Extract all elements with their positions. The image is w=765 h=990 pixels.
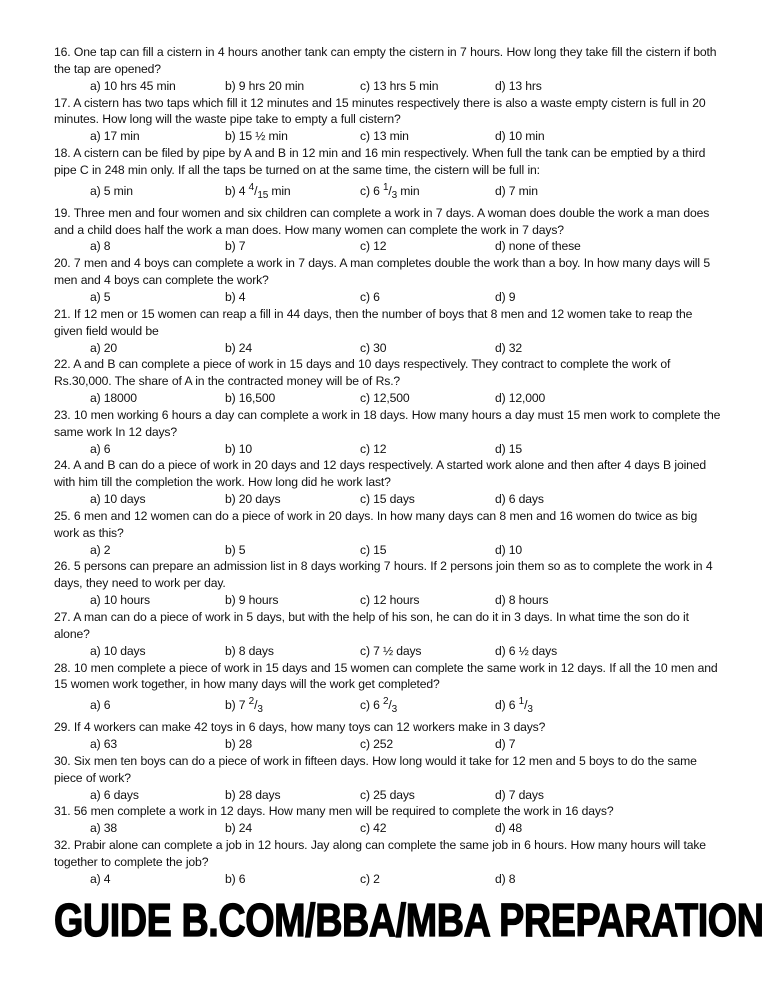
fraction-numerator: 1 [382, 181, 389, 193]
option-d: d) 10 min [495, 129, 545, 144]
option-a: a) 4 [90, 871, 111, 886]
options-row [54, 592, 724, 609]
option-c: c) 6 $^1/_3$ min [360, 181, 420, 201]
question-text: 30. Six men ten boys can do a piece of work in fifteen days. How long would it take for 12 men and 5 boys to do the same piece of work? [54, 753, 697, 785]
option-a: a) 10 hrs 45 min [90, 78, 176, 93]
options-row [54, 820, 724, 837]
fraction-numerator: 4 [248, 181, 255, 193]
options-row [54, 871, 724, 888]
question-17 [54, 95, 724, 146]
option-a: a) 63 [90, 737, 118, 752]
options-row [54, 78, 724, 95]
option-b: b) 10 [225, 441, 253, 456]
option-c: c) 6 $^2/_3$ [360, 696, 398, 716]
option-d: d) 8 hours [495, 593, 549, 608]
option-c: c) 13 min [360, 129, 409, 144]
question-text: 21. If 12 men or 15 women can reap a fill in 44 days, then the number of boys that 8 men and 12 women take to reap the given field would be [54, 306, 693, 338]
question-text: 29. If 4 workers can make 42 toys in 6 days, how many toys can 12 workers make in 3 days? [54, 720, 546, 735]
option-c: c) 25 days [360, 787, 415, 802]
option-d: d) 10 [495, 542, 523, 557]
question-28 [54, 660, 724, 720]
option-a: a) 38 [90, 821, 118, 836]
option-b: b) 15 ½ min [225, 129, 288, 144]
question-23 [54, 407, 724, 458]
question-18 [54, 145, 724, 205]
option-d: d) 6 ½ days [495, 643, 558, 658]
option-c: c) 6 [360, 289, 380, 304]
option-a: a) 20 [90, 340, 118, 355]
question-26 [54, 558, 724, 609]
options-row [54, 787, 724, 804]
option-c: c) 15 days [360, 492, 415, 507]
fraction-numerator: 2 [248, 696, 255, 708]
option-b: b) 9 hrs 20 min [225, 78, 305, 93]
option-c: c) 7 ½ days [360, 643, 422, 658]
option-prefix: b) 7 [225, 698, 249, 713]
option-a: a) 10 days [90, 643, 146, 658]
option-d: d) 9 [495, 289, 516, 304]
option-b: b) 5 [225, 542, 246, 557]
options-row [54, 289, 724, 306]
option-c: c) 12 hours [360, 593, 420, 608]
option-d: d) 7 min [495, 183, 538, 198]
option-suffix: min [268, 183, 291, 198]
question-32 [54, 837, 724, 888]
option-c: c) 252 [360, 737, 393, 752]
option-a: a) 18000 [90, 391, 137, 406]
fraction-numerator: 2 [382, 696, 389, 708]
option-d: d) 13 hrs [495, 78, 542, 93]
fraction-numerator: 1 [518, 696, 525, 708]
option-b: b) 24 [225, 340, 253, 355]
option-d: d) 8 [495, 871, 516, 886]
question-text: 22. A and B can complete a piece of work in 15 days and 10 days respectively. They contract to complete the work of Rs.30,000. The share of A in the contracted money will be of Rs.? [54, 357, 671, 389]
option-b: b) 20 days [225, 492, 281, 507]
option-b: b) 28 days [225, 787, 281, 802]
options-row [54, 542, 724, 559]
option-b: b) 28 [225, 737, 253, 752]
fraction-denominator: 3 [391, 704, 398, 716]
option-a: a) 5 min [90, 183, 133, 198]
question-text: 19. Three men and four women and six children can complete a work in 7 days. A woman does double the work a man does and a child does half the work a man does. How many women can complete the work in 7 days? [54, 205, 710, 237]
option-d: d) 15 [495, 441, 523, 456]
option-c: c) 13 hrs 5 min [360, 78, 439, 93]
question-text: 16. One tap can fill a cistern in 4 hours another tank can empty the cistern in 7 hours. How long they take fill the cistern if both the tap are opened? [54, 45, 717, 76]
option-a: a) 6 days [90, 787, 139, 802]
question-text: 25. 6 men and 12 women can do a piece of work in 20 days. In how many days can 8 men and 16 women do twice as big work as this? [54, 508, 698, 540]
question-20 [54, 255, 724, 306]
question-sheet [54, 44, 724, 888]
option-prefix: c) 6 [360, 183, 383, 198]
question-27 [54, 609, 724, 660]
option-prefix: c) 6 [360, 698, 383, 713]
option-d: d) 6 $^1/_3$ [495, 696, 533, 716]
option-d: d) none of these [495, 239, 581, 254]
option-c: c) 30 [360, 340, 387, 355]
option-b: b) 16,500 [225, 391, 276, 406]
question-31 [54, 803, 724, 837]
options-row [54, 340, 724, 357]
option-a: a) 6 [90, 441, 111, 456]
option-prefix: d) 6 [495, 698, 519, 713]
option-b: b) 8 days [225, 643, 274, 658]
option-c: c) 12 [360, 239, 387, 254]
option-d: d) 7 [495, 737, 516, 752]
option-d: d) 32 [495, 340, 523, 355]
question-22 [54, 356, 724, 407]
option-c: c) 15 [360, 542, 387, 557]
option-b: b) 4 [225, 289, 246, 304]
question-25 [54, 508, 724, 559]
option-a: a) 17 min [90, 129, 140, 144]
question-text: 17. A cistern has two taps which fill it 12 minutes and 15 minutes respectively there is also a waste empty cistern is full in 20 minutes. How long will the waste pipe take to empty a full cistern? [54, 95, 706, 127]
option-b: b) 24 [225, 821, 253, 836]
option-a: a) 2 [90, 542, 111, 557]
options-row [54, 179, 724, 205]
question-text: 28. 10 men complete a piece of work in 15 days and 15 women can complete the same work in 12 days. If all the 10 men and 15 women work together, in how many days will the work get completed? [54, 660, 718, 692]
fraction-denominator: 3 [257, 704, 263, 716]
question-text: 24. A and B can do a piece of work in 20 days and 12 days respectively. A started work alone and then after 4 days B joined with him till the completion the work. How long did he work last? [54, 458, 707, 490]
option-c: c) 12 [360, 441, 387, 456]
options-row [54, 693, 724, 719]
guide-banner: GUIDE B.COM/BBA/MBA PREPARATION [54, 894, 764, 946]
option-d: d) 7 days [495, 787, 544, 802]
option-a: a) 5 [90, 289, 111, 304]
options-row [54, 643, 724, 660]
question-text: 26. 5 persons can prepare an admission list in 8 days working 7 hours. If 2 persons join them so as to complete the work in 4 days, they need to work per day. [54, 559, 713, 591]
question-text: 31. 56 men complete a work in 12 days. How many men will be required to complete the work in 16 days? [54, 804, 614, 819]
fraction-denominator: 15 [257, 189, 269, 201]
question-30 [54, 753, 724, 804]
option-prefix: b) 4 [225, 183, 249, 198]
option-a: a) 10 days [90, 492, 146, 507]
option-b: b) 4 $^4/_{15}$ min [225, 181, 291, 201]
option-a: a) 10 hours [90, 593, 151, 608]
options-row [54, 441, 724, 458]
option-a: a) 6 [90, 698, 111, 713]
question-16 [54, 44, 724, 95]
options-row [54, 238, 724, 255]
options-row [54, 491, 724, 508]
question-text: 23. 10 men working 6 hours a day can complete a work in 18 days. How many hours a day must 15 men work to complete the same work In 12 days? [54, 407, 721, 439]
fraction-denominator: 3 [391, 189, 398, 201]
options-row [54, 390, 724, 407]
question-24 [54, 457, 724, 508]
question-21 [54, 306, 724, 357]
question-19 [54, 205, 724, 256]
question-text: 20. 7 men and 4 boys can complete a work in 7 days. A man completes double the work than a boy. In how many days will 5 men and 4 boys can complete the work? [54, 256, 710, 288]
fraction-denominator: 3 [527, 704, 533, 716]
question-29 [54, 719, 724, 753]
option-b: b) 6 [225, 871, 246, 886]
option-d: d) 12,000 [495, 391, 546, 406]
question-text: 27. A man can do a piece of work in 5 days, but with the help of his son, he can do it in 3 days. In what time the son do it alone? [54, 610, 689, 641]
option-suffix: min [397, 183, 420, 198]
option-c: c) 12,500 [360, 391, 410, 406]
option-d: d) 48 [495, 821, 523, 836]
option-a: a) 8 [90, 239, 111, 254]
option-b: b) 9 hours [225, 593, 279, 608]
question-text: 18. A cistern can be filed by pipe by A and B in 12 min and 16 min respectively. When full the tank can be emptied by a third pipe C in 248 min only. If all the taps be turned on at the same time, the cistern will be full in: [54, 146, 706, 177]
option-d: d) 6 days [495, 492, 544, 507]
options-row [54, 736, 724, 753]
option-c: c) 2 [360, 871, 380, 886]
option-c: c) 42 [360, 821, 387, 836]
question-text: 32. Prabir alone can complete a job in 12 hours. Jay along can complete the same job in 6 hours. How many hours will take together to complete the job? [54, 838, 706, 869]
option-b: b) 7 [225, 239, 246, 254]
option-b: b) 7 $^2/_3$ [225, 696, 263, 716]
options-row [54, 128, 724, 145]
